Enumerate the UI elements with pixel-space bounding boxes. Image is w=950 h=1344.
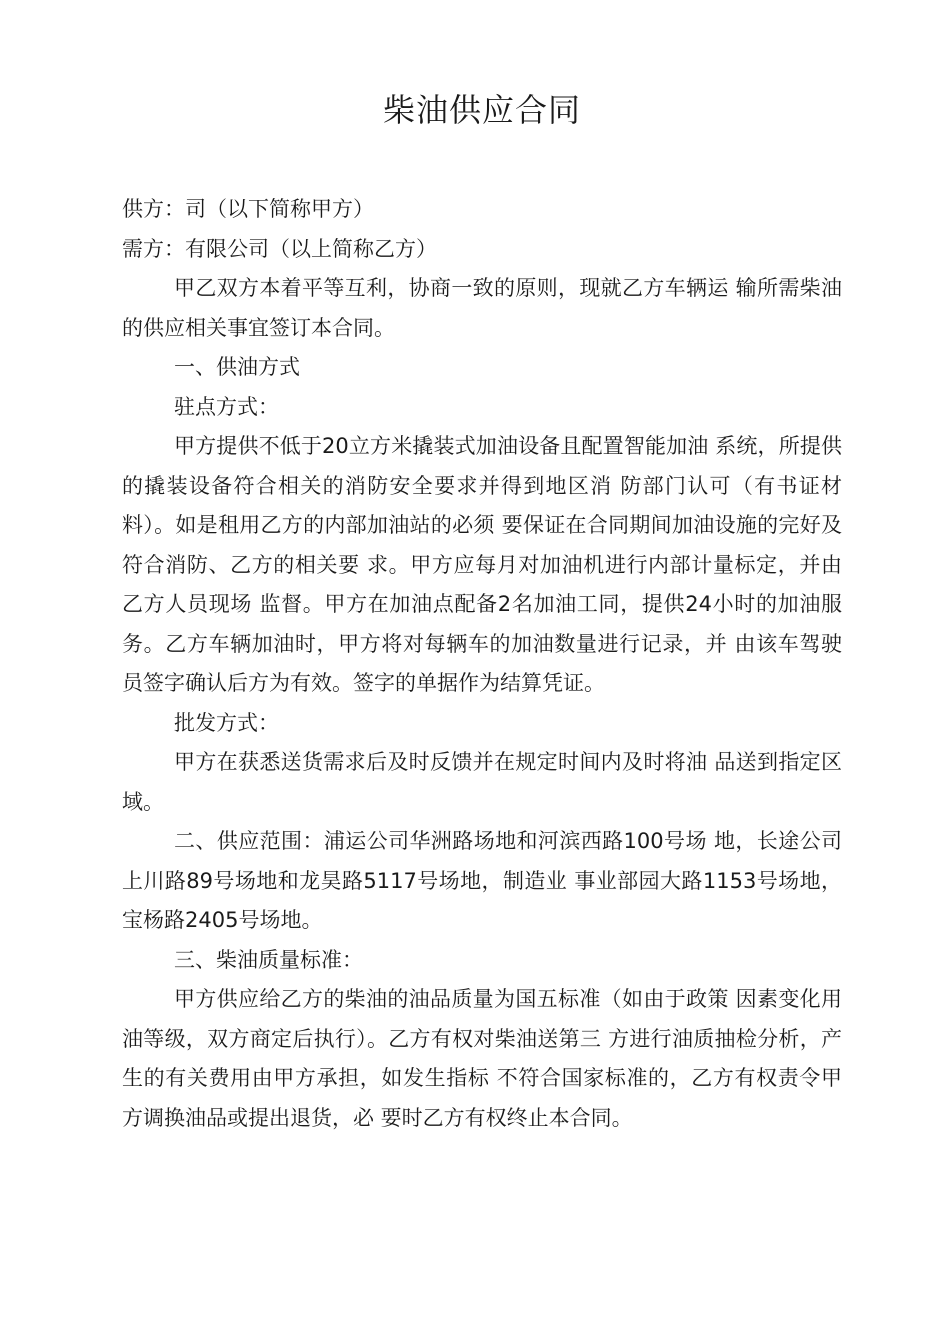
document-title: 柴油供应合同	[382, 91, 581, 129]
supplier-line: 供方：司（以下简称甲方）	[122, 197, 374, 221]
section3-body: 甲方供应给乙方的柴油的油品质量为国五标准（如由于政策 因素变化用油等级，双方商定后执行）。乙方有权对柴油送第三 方进行油质抽检分析，产生的有关费用由甲方承担，如发生指标 不符合国家标准的，乙方有权责令甲方调换油品或提出退货，必 要时乙方有权终止本合同。	[122, 987, 842, 1130]
section3-heading: 三、柴油质量标准：	[174, 947, 363, 972]
document-body	[122, 190, 842, 1138]
section1-sub2-heading: 批发方式：	[174, 710, 279, 735]
buyer-line: 需方：有限公司（以上简称乙方）	[122, 236, 437, 261]
section2-paragraph: 二、供应范围：浦运公司华洲路场地和河滨西路100号场 地，长途公司上川路89号场地和龙昊路5117号场地，制造业 事业部园大路1153号场地，宝杨路2405号场地。	[122, 829, 842, 932]
section1-heading: 一、供油方式	[174, 355, 300, 379]
section1-sub1-heading: 驻点方式：	[174, 394, 279, 419]
section1-sub2-body: 甲方在获悉送货需求后及时反馈并在规定时间内及时将油 品送到指定区域。	[122, 750, 842, 814]
section1-sub1-body: 甲方提供不低于20立方米撬装式加油设备且配置智能加油 系统，所提供的撬装设备符合相关的消防安全要求并得到地区消 防部门认可（有书证材料）。如是租用乙方的内部加油站的必须 要保证在合同期间加油设施的完好及符合消防、乙方的相关要 求。甲方应每月对加油机进行内部计量标定，并由乙方人员现场 监督。甲方在加油点配备2名加油工同，提供24小时的加油服 务。乙方车辆加油时，甲方将对每辆车的加油数量进行记录，并 由该车驾驶员签字确认后方为有效。签字的单据作为结算凭证。	[122, 434, 842, 695]
intro-paragraph: 甲乙双方本着平等互利，协商一致的原则，现就乙方车辆运 输所需柴油的供应相关事宜签订本合同。	[122, 276, 842, 340]
